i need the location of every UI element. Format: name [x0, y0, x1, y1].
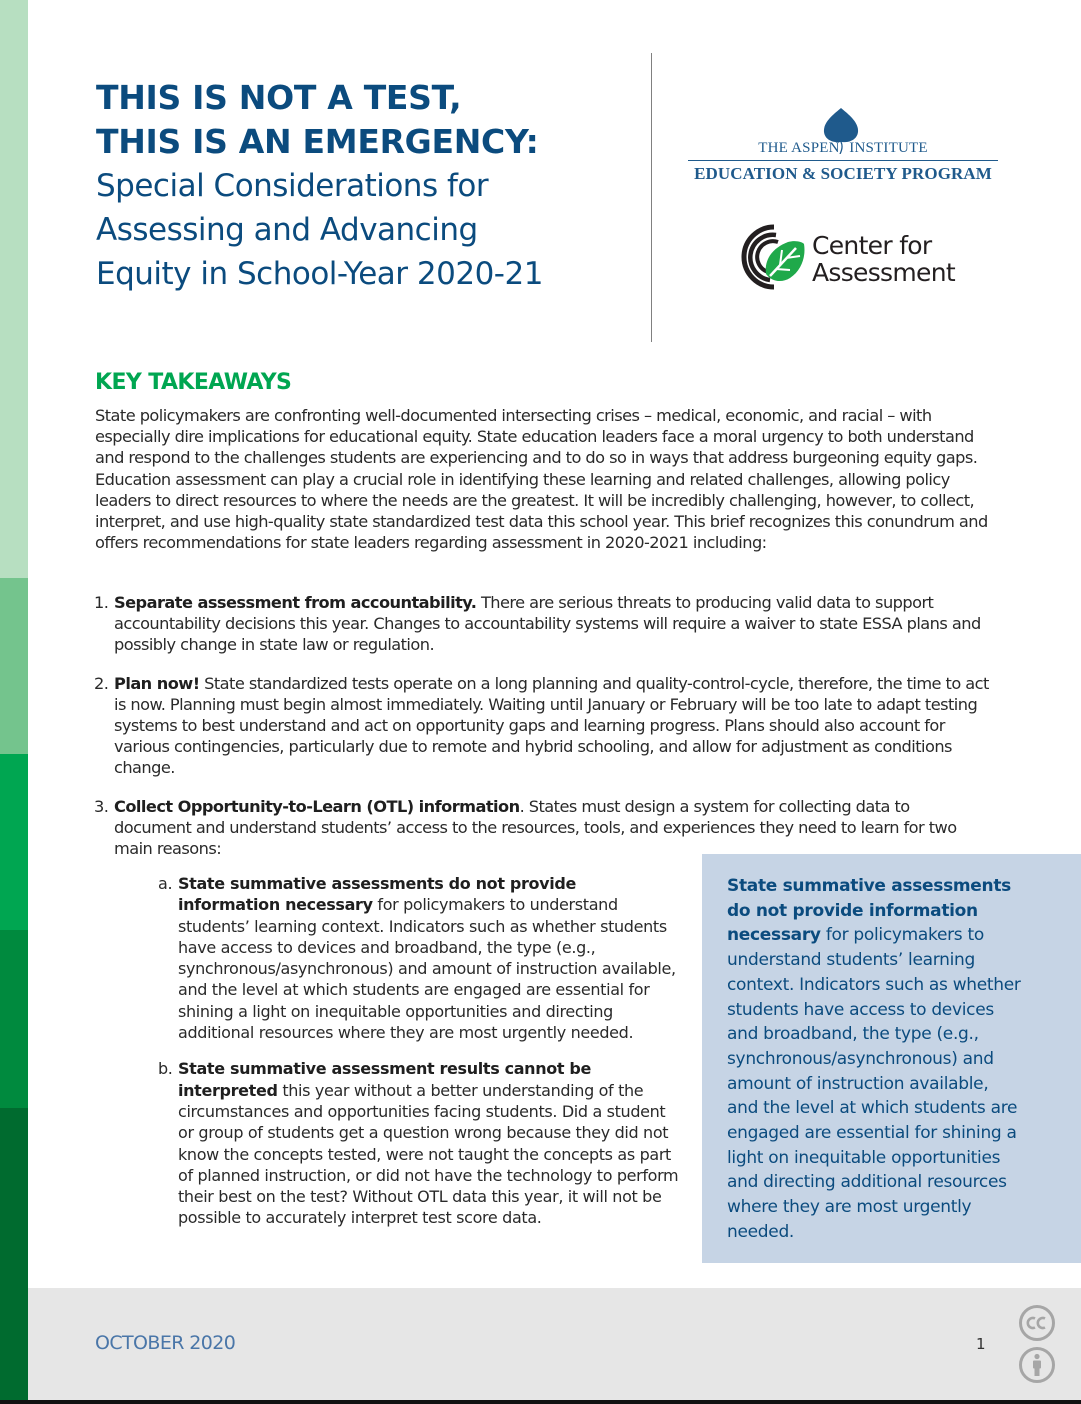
cfa-wordmark	[812, 232, 955, 286]
sublist-item	[158, 873, 683, 1043]
reasons-sublist	[158, 873, 683, 1244]
aspen-rule	[688, 160, 998, 161]
center-for-assessment-logo	[740, 222, 980, 292]
title-line-1: THIS IS NOT A TEST,	[96, 78, 462, 117]
aspen-name	[688, 140, 998, 157]
list-item	[94, 673, 994, 779]
vertical-divider	[651, 53, 652, 342]
sublist-item-lead: State summative assessment results cannot be interpreted	[178, 1059, 592, 1100]
band-segment	[0, 1108, 28, 1404]
sublist-letter: b.	[158, 1059, 173, 1079]
list-item-text: . States must design a system for collecting data to document and understand students’ access to the resources, tools, and experiences they need to learn for two main reasons:	[114, 796, 957, 859]
list-item-text: There are serious threats to producing valid data to support accountability decisions this year. Changes to accountability systems will require a waiver to state ESSA plans and possibly change in state law or regulation.	[114, 593, 981, 655]
takeaways-list	[94, 592, 994, 876]
attribution-icon	[1018, 1346, 1056, 1384]
cfa-line-1: Center for	[812, 231, 932, 260]
sublist-item	[158, 1058, 683, 1228]
title-line-2: THIS IS AN EMERGENCY:	[96, 122, 539, 161]
subtitle-line: Special Considerations for	[96, 168, 489, 204]
band-segment	[0, 930, 28, 1108]
intro-paragraph: State policymakers are confronting well-documented intersecting crises – medical, economic, and racial – with especially dire implications for educational equity. State education leaders face a moral urgency to both understand and respond to the challenges students are experiencing and to do so in ways that address burgeoning equity gaps. Education assessment can play a crucial role in identifying these learning and related challenges, allowing policy leaders to direct resources to where the needs are the greatest. It will be incredibly challenging, however, to collect, interpret, and use high-quality state standardized test data this school year. This brief recognizes this conundrum and offers recommendations for state leaders regarding assessment in 2020-2021 including:	[95, 406, 988, 553]
key-takeaways-heading: KEY TAKEAWAYS	[95, 370, 292, 395]
cc-icon	[1018, 1304, 1056, 1342]
sublist-letter: a.	[158, 874, 173, 893]
list-item	[94, 796, 994, 860]
sublist-item-text: for policymakers to understand students’ learning context. Indicators such as whether students have access to devices and broadband, the type (e.g., synchronous/asynchronous) and amount of instruction available, and the level at which students are engaged are essential for shining a light on inequitable opportunities and directing additional resources where they are most urgently needed.	[178, 895, 676, 1043]
publication-date: OCTOBER 2020	[95, 1332, 236, 1354]
list-number: 1.	[94, 593, 109, 612]
list-number: 3.	[94, 796, 109, 816]
callout-text: for policymakers to understand students’ learning context. Indicators such as whether students have access to devices and broadband, the type (e.g., synchronous/asynchronous) and amount of instruction available, and the level at which students are engaged are essential for shining a light on inequitable opportunities and directing additional resources where they are most urgently needed.	[727, 925, 1021, 1242]
leaf-arcs-icon	[740, 222, 810, 292]
sublist-item-lead: State summative assessments do not provide information necessary	[178, 874, 576, 915]
list-item	[94, 592, 994, 656]
band-segment	[0, 578, 28, 754]
band-segment	[0, 0, 28, 578]
page-footer	[28, 1288, 1081, 1400]
aspen-name-right: INSTITUTE	[849, 140, 928, 156]
side-color-band	[0, 0, 28, 1404]
list-number: 2.	[94, 673, 109, 693]
subtitle-line: Equity in School-Year 2020-21	[96, 256, 543, 292]
document-title	[96, 76, 636, 296]
aspen-program: EDUCATION & SOCIETY PROGRAM	[694, 164, 992, 183]
list-item-lead: Plan now!	[114, 673, 200, 693]
band-segment	[0, 754, 28, 930]
page-number: 1	[976, 1335, 986, 1353]
list-item-text: State standardized tests operate on a long planning and quality-control-cycle, therefore, the time to act is now. Planning must begin almost immediately. Waiting until January or February will be too late to adapt testing systems to best understand and act on opportunity gaps and learning progress. Plans should also account for various contingencies, particularly due to remote and hybrid schooling, and allow for adjustment as conditions change.	[114, 673, 989, 778]
sublist-item-text: this year without a better understanding of the circumstances and opportunities facing students. Did a student or group of students get a question wrong because they did not know the concepts tested, were not taught the concepts as part of planned instruction, or did not have the technology to perform their best on the test? Without OTL data this year, it will not be possible to accurately interpret test score data.	[178, 1080, 679, 1228]
callout-lead: State summative assessments do not provide information necessary	[727, 876, 1011, 946]
aspen-name-left: THE ASPEN	[758, 140, 840, 156]
list-item-lead: Separate assessment from accountability.	[114, 593, 477, 612]
pull-quote-callout	[702, 854, 1081, 1263]
bottom-edge	[0, 1400, 1081, 1404]
subtitle-line: Assessing and Advancing	[96, 212, 478, 248]
list-item-lead: Collect Opportunity-to-Learn (OTL) information	[114, 796, 520, 816]
cfa-line-2: Assessment	[812, 258, 955, 287]
